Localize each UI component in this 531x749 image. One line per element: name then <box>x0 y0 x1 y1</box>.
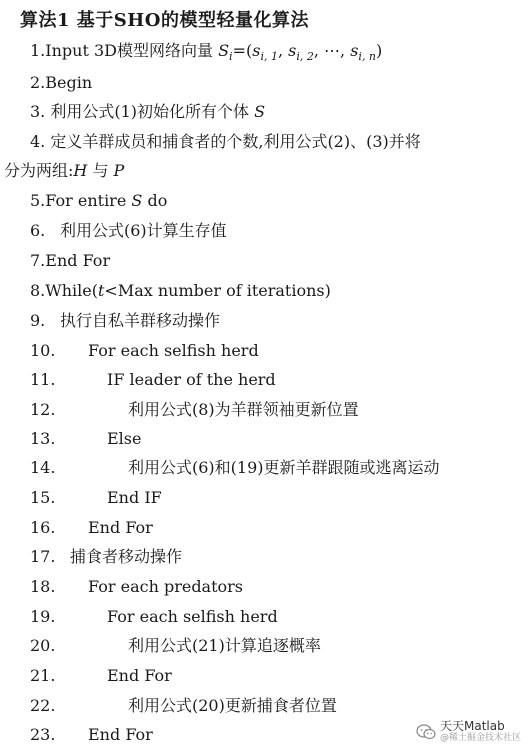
line-number: 19. <box>30 607 56 626</box>
line-number: 11. <box>30 370 56 389</box>
line-number: 9. <box>30 311 46 330</box>
algorithm-line <box>30 577 243 597</box>
line-text: <Max number of iterations) <box>104 281 331 300</box>
line-number: 21. <box>30 666 56 685</box>
line-text: End For <box>107 666 172 685</box>
math-var: S <box>218 41 230 60</box>
algorithm-line <box>30 370 276 390</box>
algorithm-line <box>30 102 265 122</box>
line-number: 22. <box>30 696 56 715</box>
algorithm-line <box>30 725 153 745</box>
watermark-name: 天天Matlab <box>439 719 505 733</box>
math-var: t <box>97 281 105 300</box>
algorithm-line <box>30 341 259 361</box>
line-text: End For <box>88 725 153 744</box>
line-number: 7. <box>30 251 46 270</box>
algorithm-line <box>30 607 278 627</box>
algorithm-line <box>30 132 421 152</box>
line-number: 23. <box>30 725 56 744</box>
line-text: , ⋯, <box>313 41 351 60</box>
line-number: 6. <box>30 221 46 240</box>
line-text: IF leader of the herd <box>107 370 276 389</box>
line-text: For each predators <box>88 577 244 596</box>
line-text: While( <box>45 281 98 300</box>
line-text: do <box>142 191 168 210</box>
line-number: 16. <box>30 518 56 537</box>
math-var: P <box>113 161 125 180</box>
math-var: S <box>131 191 143 210</box>
line-text: Begin <box>45 73 93 92</box>
line-text: 利用公式(6)和(19)更新羊群跟随或逃离运动 <box>128 458 440 477</box>
algorithm-line <box>30 458 440 478</box>
line-text: 分为两组: <box>4 161 74 180</box>
algorithm-line <box>30 311 220 331</box>
math-subscript: i, 1 <box>260 50 278 63</box>
line-number: 1. <box>30 41 46 60</box>
line-number: 14. <box>30 458 56 477</box>
math-var: S <box>254 102 266 121</box>
algorithm-line <box>30 488 162 508</box>
line-text: 定义羊群成员和捕食者的个数,利用公式(2)、(3)并将 <box>45 132 421 151</box>
line-text: 利用公式(6)计算生存值 <box>60 221 227 240</box>
line-text: End For <box>45 251 111 270</box>
line-text: 利用公式(1)初始化所有个体 <box>45 102 255 121</box>
line-text: For entire <box>45 191 132 210</box>
line-number: 5. <box>30 191 46 210</box>
algorithm-line <box>30 636 321 656</box>
line-text: ) <box>376 41 383 60</box>
algorithm-line <box>30 191 167 211</box>
line-text: =( <box>232 41 253 60</box>
line-number: 18. <box>30 577 56 596</box>
watermark <box>416 720 521 743</box>
line-number: 12. <box>30 400 56 419</box>
line-text: For each selfish herd <box>88 341 259 360</box>
algorithm-title: 算法1 基于SHO的模型轻量化算法 <box>20 10 309 31</box>
line-number: 2. <box>30 73 46 92</box>
line-number: 4. <box>30 132 46 151</box>
wechat-icon <box>416 724 436 740</box>
algorithm-line <box>30 696 337 716</box>
line-text: 执行自私羊群移动操作 <box>60 311 221 330</box>
line-text: 利用公式(20)更新捕食者位置 <box>128 696 337 715</box>
watermark-source: @稀土掘金技术社区 <box>439 733 521 743</box>
line-text: , <box>277 41 289 60</box>
math-var: s <box>252 41 261 60</box>
algorithm-line <box>30 281 331 301</box>
algorithm-line-continuation <box>4 161 124 181</box>
line-text: 捕食者移动操作 <box>70 547 183 566</box>
algorithm-line <box>30 429 141 449</box>
algorithm-line <box>30 666 172 686</box>
line-text: 利用公式(8)为羊群领袖更新位置 <box>128 400 359 419</box>
line-text: Else <box>107 429 142 448</box>
math-subscript: i <box>229 50 233 63</box>
algorithm-line <box>30 251 110 271</box>
line-text: End IF <box>107 488 162 507</box>
line-text: Input 3D模型网络向量 <box>45 41 219 60</box>
algorithm-line <box>30 73 92 93</box>
math-var: H <box>73 161 88 180</box>
line-number: 3. <box>30 102 46 121</box>
algorithm-line <box>30 400 359 420</box>
line-text: For each selfish herd <box>107 607 278 626</box>
line-number: 17. <box>30 547 56 566</box>
line-number: 13. <box>30 429 56 448</box>
math-var: s <box>288 41 297 60</box>
line-number: 10. <box>30 341 56 360</box>
math-subscript: i, 2 <box>296 50 314 63</box>
line-number: 8. <box>30 281 46 300</box>
algorithm-line <box>30 221 227 241</box>
line-number: 20. <box>30 636 56 655</box>
algorithm-line <box>30 518 153 538</box>
line-text: 利用公式(21)计算追逐概率 <box>128 636 321 655</box>
algorithm-line <box>30 41 382 67</box>
math-var: s <box>350 41 359 60</box>
line-text: End For <box>88 518 153 537</box>
line-text: 与 <box>87 161 114 180</box>
algorithm-line <box>30 547 182 567</box>
math-subscript: i, n <box>358 50 377 63</box>
line-number: 15. <box>30 488 56 507</box>
